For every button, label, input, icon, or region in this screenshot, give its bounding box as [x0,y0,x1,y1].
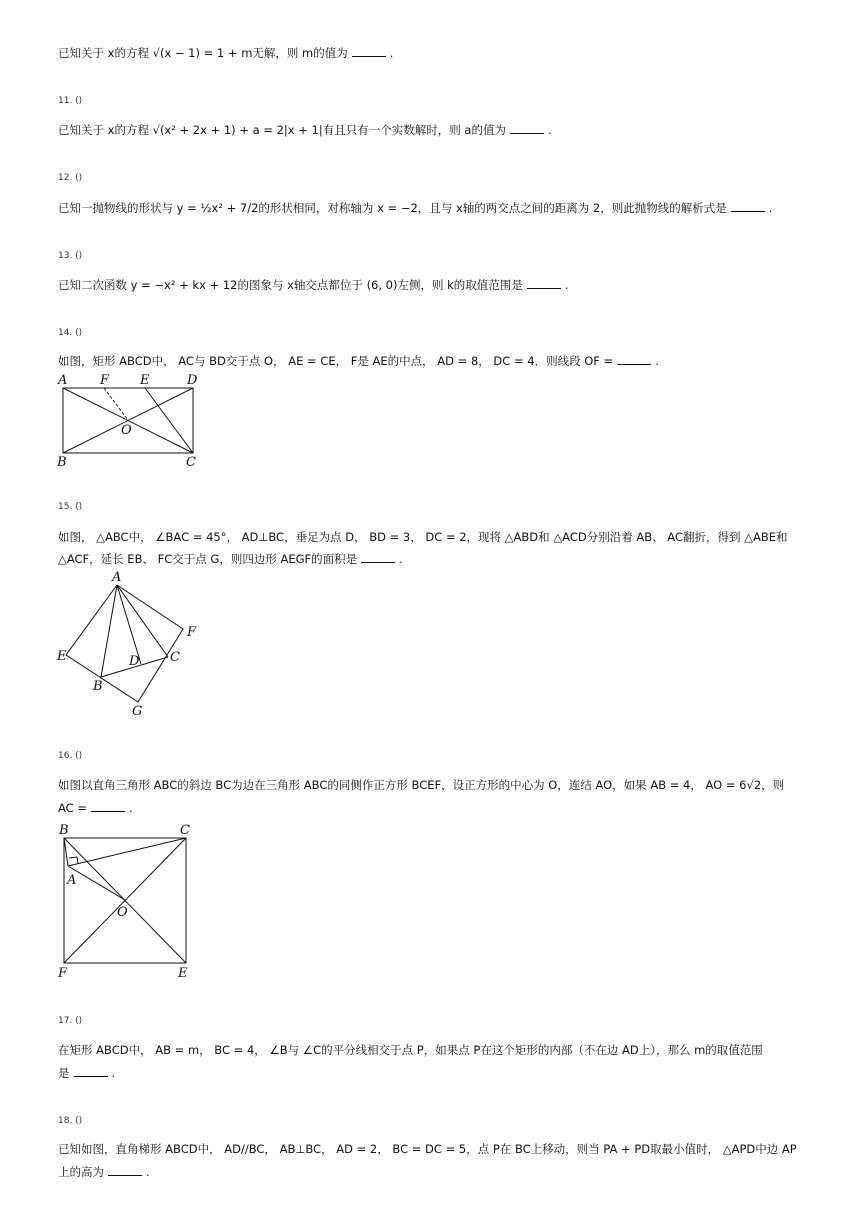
q18-text-line1 [58,1141,797,1157]
q16-label-a: A [67,873,77,888]
q16-label-f: F [58,966,68,981]
q14-stem: 如图，矩形 ABCD中， AC与 BD交于点 O， AE = CE， F是 AE的中点， AD = 8， DC = 4．则线段 OF = [58,354,614,368]
q13-stem: 已知二次函数 y = −x² + kx + 12的图象与 x轴交点都位于 (6, 0)左侧，则 k的取值范围是 [58,278,523,292]
q17-stem-2: 是 [58,1066,70,1080]
q15-stem-2: △ACF，延长 EB、 FC交于点 G，则四边形 AEGF的面积是 [58,552,358,566]
q16-label-e: E [178,966,188,981]
q16-label-o: O [117,905,128,920]
q15-label-d: D [129,654,140,669]
q18-answer-blank[interactable] [108,1165,142,1176]
q15-label-a: A [112,570,122,585]
q16-segment-ac [68,838,186,866]
q14-end: . [655,354,659,368]
q16-label-b: B [59,823,69,838]
q14-label-b: B [57,455,67,470]
q17-answer-blank[interactable] [74,1066,108,1077]
q11-end: . [547,123,552,137]
q15-label-g: G [132,704,143,719]
q15-end: . [399,552,403,566]
q17-end: . [111,1066,116,1080]
q15-label-e: E [57,649,67,664]
q17-text-line1 [58,1042,763,1058]
q16-label-c: C [180,823,190,838]
q16-segment-ba [64,838,68,866]
q18-stem-2: 上的高为 [58,1165,104,1179]
q12-number: 12. () [58,173,83,183]
q18-end: . [146,1165,150,1179]
q12-end: . [768,201,773,215]
q14-label-a: A [58,373,68,388]
q14-label-d: D [187,373,198,388]
q17-number: 17. () [58,1016,83,1026]
q16-number: 16. () [58,751,83,761]
q16-end: . [129,801,133,815]
q14-label-o: O [121,423,132,438]
q15-stem-1: 如图， △ABC中， ∠BAC = 45°， AD⊥BC，垂足为点 D， BD = 3， DC = 2，现将 △ABD和 △ACD分别沿着 AB、 AC翻折，得到 △ABE和 [58,530,788,544]
q15-number: 15. () [58,502,83,512]
q17-stem-1: 在矩形 ABCD中， AB = m， BC = 4， ∠B与 ∠C的平分线相交于点 P，如果点 P在这个矩形的内部（不在边 AD上），那么 m的取值范围 [58,1043,763,1057]
q16-stem-1: 如图以直角三角形 ABC的斜边 BC为边在三角形 ABC的同侧作正方形 BCEF，设正方形的中心为 O，连结 AO，如果 AB = 4， AO = 6√2，则 [58,778,785,792]
q15-label-c: C [170,650,180,665]
q13-number: 13. () [58,251,83,261]
q14-label-c: C [186,455,196,470]
q14-label-f: F [100,373,110,388]
q13-end: . [564,278,569,292]
q10-stem: 已知关于 x的方程 √(x − 1) = 1 + m无解，则 m的值为 [58,46,348,60]
q18-number: 18. () [58,1116,83,1126]
q11-stem: 已知关于 x的方程 √(x² + 2x + 1) + a = 2|x + 1|有且只有一个实数解时，则 a的值为 [58,123,506,137]
q17-text-line2 [58,1065,115,1081]
q10-end: . [389,46,394,60]
q14-number: 14. () [58,328,83,338]
q12-stem: 已知一抛物线的形状与 y = ½x² + 7/2的形状相同，对称轴为 x = −2，且与 x轴的两交点之间的距离为 2，则此抛物线的解析式是 [58,201,727,215]
q15-label-f: F [187,625,197,640]
q16-stem-2: AC = [58,801,87,815]
q18-text-line2 [58,1164,150,1180]
q16-right-angle-mark [69,857,78,864]
q18-stem-1: 已知如图，直角梯形 ABCD中， AD//BC， AB⊥BC， AD = 2， BC = DC = 5，点 P在 BC上移动，则当 PA + PD取最小值时， △APD中边 AP [58,1142,797,1156]
q15-label-b: B [93,679,103,694]
q11-number: 11. () [58,96,83,106]
q14-label-e: E [140,373,150,388]
